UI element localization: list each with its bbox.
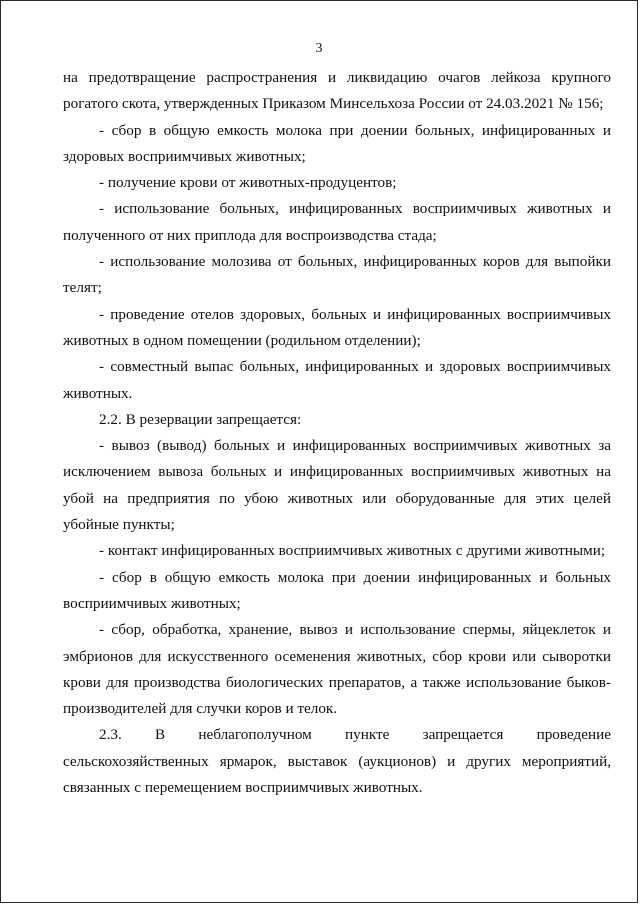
paragraph-continuation: на предотвращение распространения и ликвидацию очагов лейкоза крупного рогатого скота, утвержденных Приказом Минсельхоза России от 24.03.2021 № 156; — [63, 69, 611, 113]
section-heading-2-2: 2.2. В резервации запрещается: — [99, 410, 302, 428]
list-item-joint-grazing: - совместный выпас больных, инфицированных и здоровых восприимчивых животных. — [63, 358, 611, 402]
list-item-colostrum-use: - использование молозива от больных, инфицированных коров для выпойки телят; — [63, 253, 611, 297]
list-item-calving: - проведение отелов здоровых, больных и инфицированных восприимчивых животных в одном помещении (родильном отделении); — [63, 305, 611, 349]
page-number: 3 — [315, 41, 323, 56]
list-item-contact: - контакт инфицированных восприимчивых животных с другими животными; — [99, 542, 606, 560]
list-item-reproduction-use: - использование больных, инфицированных восприимчивых животных и полученного от них приплода для воспроизводства стада; — [63, 200, 611, 244]
list-item-export: - вывоз (вывод) больных и инфицированных восприимчивых животных за исключением вывоза больных и инфицированных восприимчивых животных на убой на предприятия по убою животных или оборудованные для этих целей убойные пункты; — [63, 437, 611, 534]
document-body — [63, 65, 611, 801]
section-2-3: 2.3. В неблагополучном пункте запрещается проведение сельскохозяйственных ярмарок, выставок (аукционов) и других мероприятий, связанных с перемещением восприимчивых животных. — [63, 726, 611, 797]
list-item-milk-infected: - сбор в общую емкость молока при доении инфицированных и больных восприимчивых животных; — [63, 568, 611, 612]
list-item-milk-collection: - сбор в общую емкость молока при доении больных, инфицированных и здоровых восприимчивых животных; — [63, 121, 611, 165]
list-item-sperm-embryos: - сбор, обработка, хранение, вывоз и использование спермы, яйцеклеток и эмбрионов для искусственного осеменения животных, сбор крови или сыворотки крови для производства биологических препаратов, а также использование быков-производителей для случки коров и телок. — [63, 621, 611, 718]
list-item-blood-collection: - получение крови от животных-продуцентов; — [99, 174, 397, 192]
